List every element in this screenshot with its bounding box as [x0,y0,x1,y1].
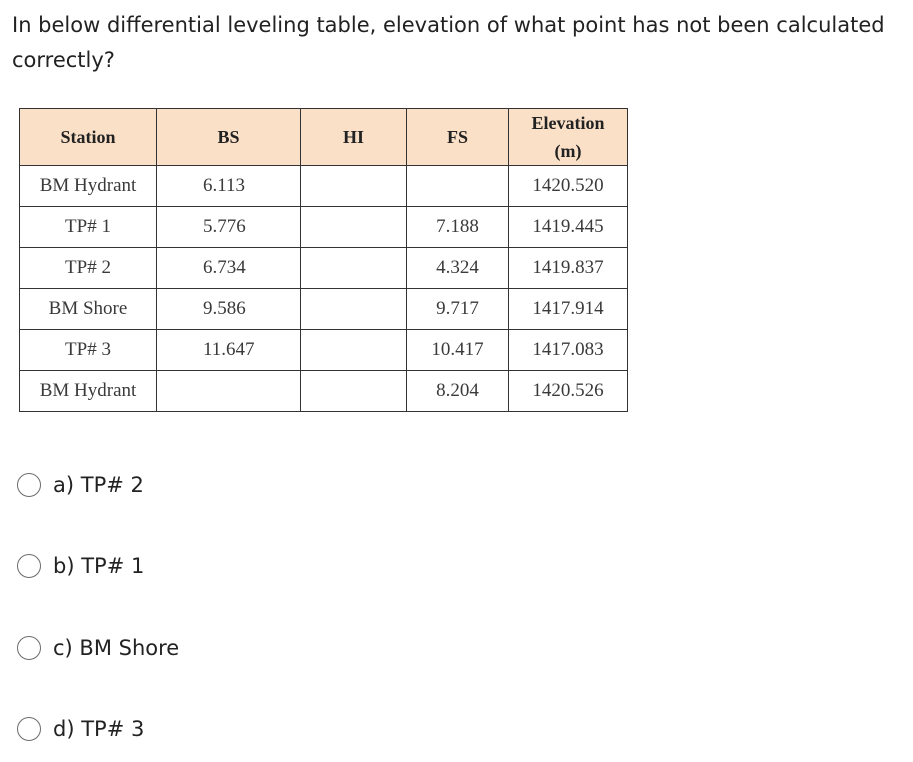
header-hi: HI [301,109,407,166]
cell-hi [301,371,407,412]
radio-button-d[interactable] [17,717,41,741]
cell-fs: 9.717 [407,289,509,330]
cell-elevation: 1419.837 [509,248,628,289]
radio-button-b[interactable] [17,554,41,578]
table-row [20,289,628,330]
cell-fs: 7.188 [407,207,509,248]
answer-option-c[interactable] [17,633,179,663]
table-row [20,166,628,207]
answer-option-d[interactable] [17,714,144,744]
cell-hi [301,207,407,248]
option-label-c: c) BM Shore [53,636,180,660]
header-station: Station [20,109,157,166]
radio-button-a[interactable] [17,473,41,497]
cell-elevation: 1417.083 [509,330,628,371]
header-fs: FS [407,109,509,166]
header-elevation-unit: (m) [554,141,582,161]
cell-station: TP# 3 [20,330,157,371]
header-bs: BS [157,109,301,166]
table-row [20,207,628,248]
leveling-table [19,108,628,412]
cell-elevation: 1420.520 [509,166,628,207]
cell-hi [301,330,407,371]
table-row [20,371,628,412]
cell-station: TP# 2 [20,248,157,289]
cell-bs: 5.776 [157,207,301,248]
header-elevation-label: Elevation [531,113,605,133]
cell-station: BM Hydrant [20,371,157,412]
cell-fs: 8.204 [407,371,509,412]
radio-button-c[interactable] [17,636,41,660]
table-row [20,248,628,289]
cell-elevation: 1419.445 [509,207,628,248]
cell-hi [301,289,407,330]
answer-option-a[interactable] [17,470,144,500]
cell-bs: 6.734 [157,248,301,289]
answer-option-b[interactable] [17,551,144,581]
cell-bs: 9.586 [157,289,301,330]
cell-station: TP# 1 [20,207,157,248]
cell-fs [407,166,509,207]
cell-hi [301,166,407,207]
cell-station: BM Hydrant [20,166,157,207]
cell-elevation: 1417.914 [509,289,628,330]
cell-elevation: 1420.526 [509,371,628,412]
cell-bs: 11.647 [157,330,301,371]
cell-bs [157,371,301,412]
cell-fs: 10.417 [407,330,509,371]
table-row [20,330,628,371]
cell-station: BM Shore [20,289,157,330]
cell-bs: 6.113 [157,166,301,207]
header-elevation [509,109,628,166]
question-text: In below differential leveling table, elevation of what point has not been calculated correctly? [12,13,885,72]
cell-fs: 4.324 [407,248,509,289]
option-label-b: b) TP# 1 [53,554,145,578]
cell-hi [301,248,407,289]
option-label-d: d) TP# 3 [53,717,145,741]
option-label-a: a) TP# 2 [53,473,144,497]
table-header-row [20,109,628,166]
